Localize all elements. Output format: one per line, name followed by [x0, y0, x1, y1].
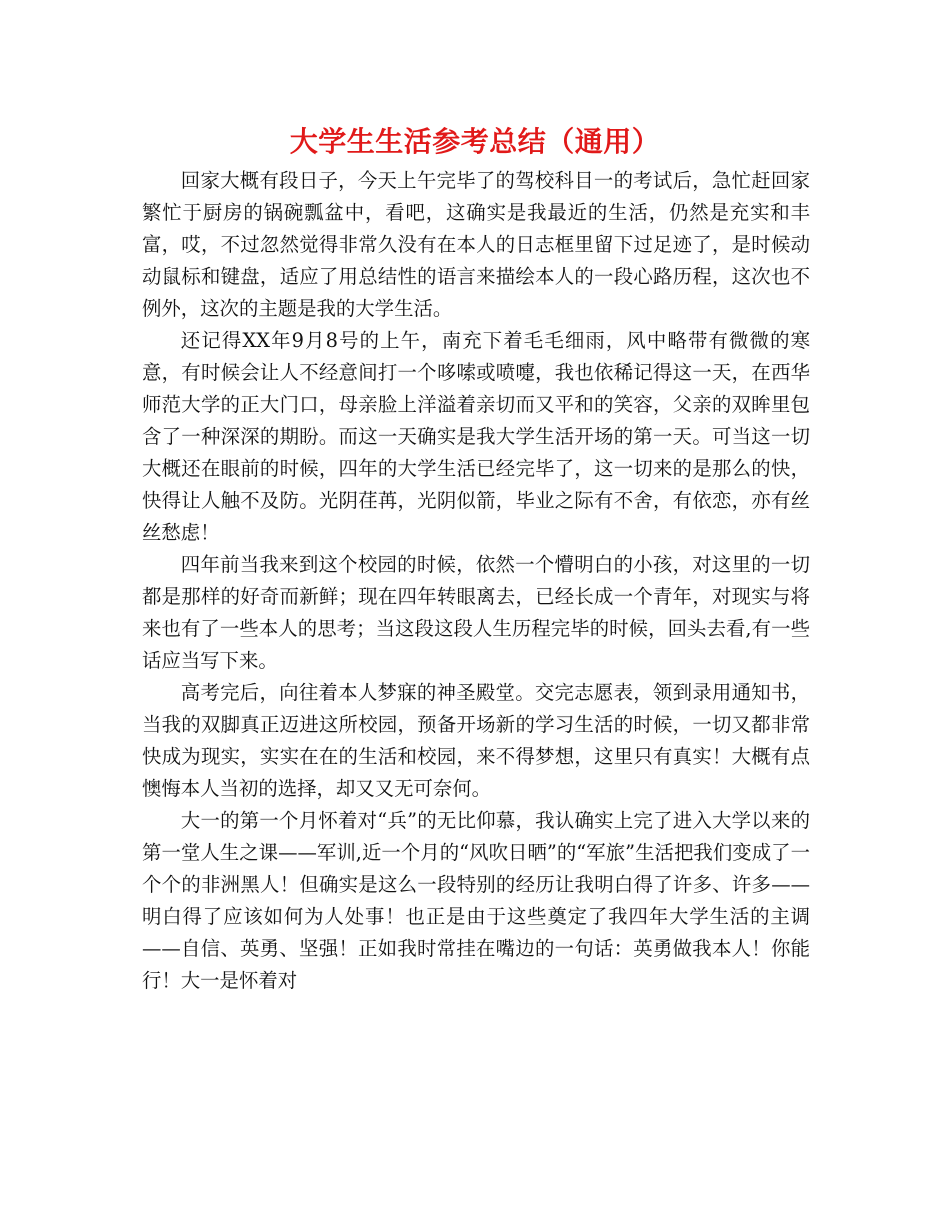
paragraph: 回家大概有段日子，今天上午完毕了的驾校科目一的考试后，急忙赶回家繁忙于厨房的锅碗瓢盆中，看吧，这确实是我最近的生活，仍然是充实和丰富，哎，不过忽然觉得非常久没有在本人的日志框里留下过足迹了，是时候动动鼠标和键盘，适应了用总结性的语言来描绘本人的一段心路历程，这次也不例外，这次的主题是我的大学生活。: [142, 169, 810, 320]
paragraph: 高考完后，向往着本人梦寐的神圣殿堂。交完志愿表，领到录用通知书，当我的双脚真正迈进这所校园，预备开场新的学习生活的时候，一切又都非常快成为现实，实实在在的生活和校园，来不得梦想，这里只有真实！大概有点懊悔本人当初的选择，却又又无可奈何。: [142, 681, 810, 800]
paragraph: 大一的第一个月怀着对“兵”的无比仰慕，我认确实上完了进入大学以来的第一堂人生之课——军训,近一个月的“风吹日晒”的“军旅”生活把我们变成了一个个的非洲黑人！但确实是这么一段特别的经历让我明白得了许多、许多——明白得了应该如何为人处事！也正是由于这些奠定了我四年大学生活的主调——自信、英勇、坚强！正如我时常挂在嘴边的一句话：英勇做我本人！你能行！大一是怀着对: [142, 809, 810, 992]
paragraph: 还记得XX年9月8号的上午，南充下着毛毛细雨，风中略带有微微的寒意，有时候会让人不经意间打一个哆嗦或喷嚏，我也依稀记得这一天，在西华师范大学的正大门口，母亲脸上洋溢着亲切而又平和的笑容，父亲的双眸里包含了一种深深的期盼。而这一天确实是我大学生活开场的第一天。可当这一切大概还在眼前的时候，四年的大学生活已经完毕了，这一切来的是那么的快，快得让人触不及防。光阴荏苒，光阴似箭，毕业之际有不舍，有依恋，亦有丝丝愁虑！: [142, 329, 810, 544]
document-body: [142, 165, 810, 997]
document-title: 大学生生活参考总结（通用）: [289, 125, 661, 158]
paragraph: 四年前当我来到这个校园的时候，依然一个懵明白的小孩，对这里的一切都是那样的好奇而新鲜；现在四年转眼离去，已经长成一个青年，对现实与将来也有了一些本人的思考；当这段这段人生历程完毕的时候，回头去看,有一些话应当写下来。: [142, 553, 810, 672]
